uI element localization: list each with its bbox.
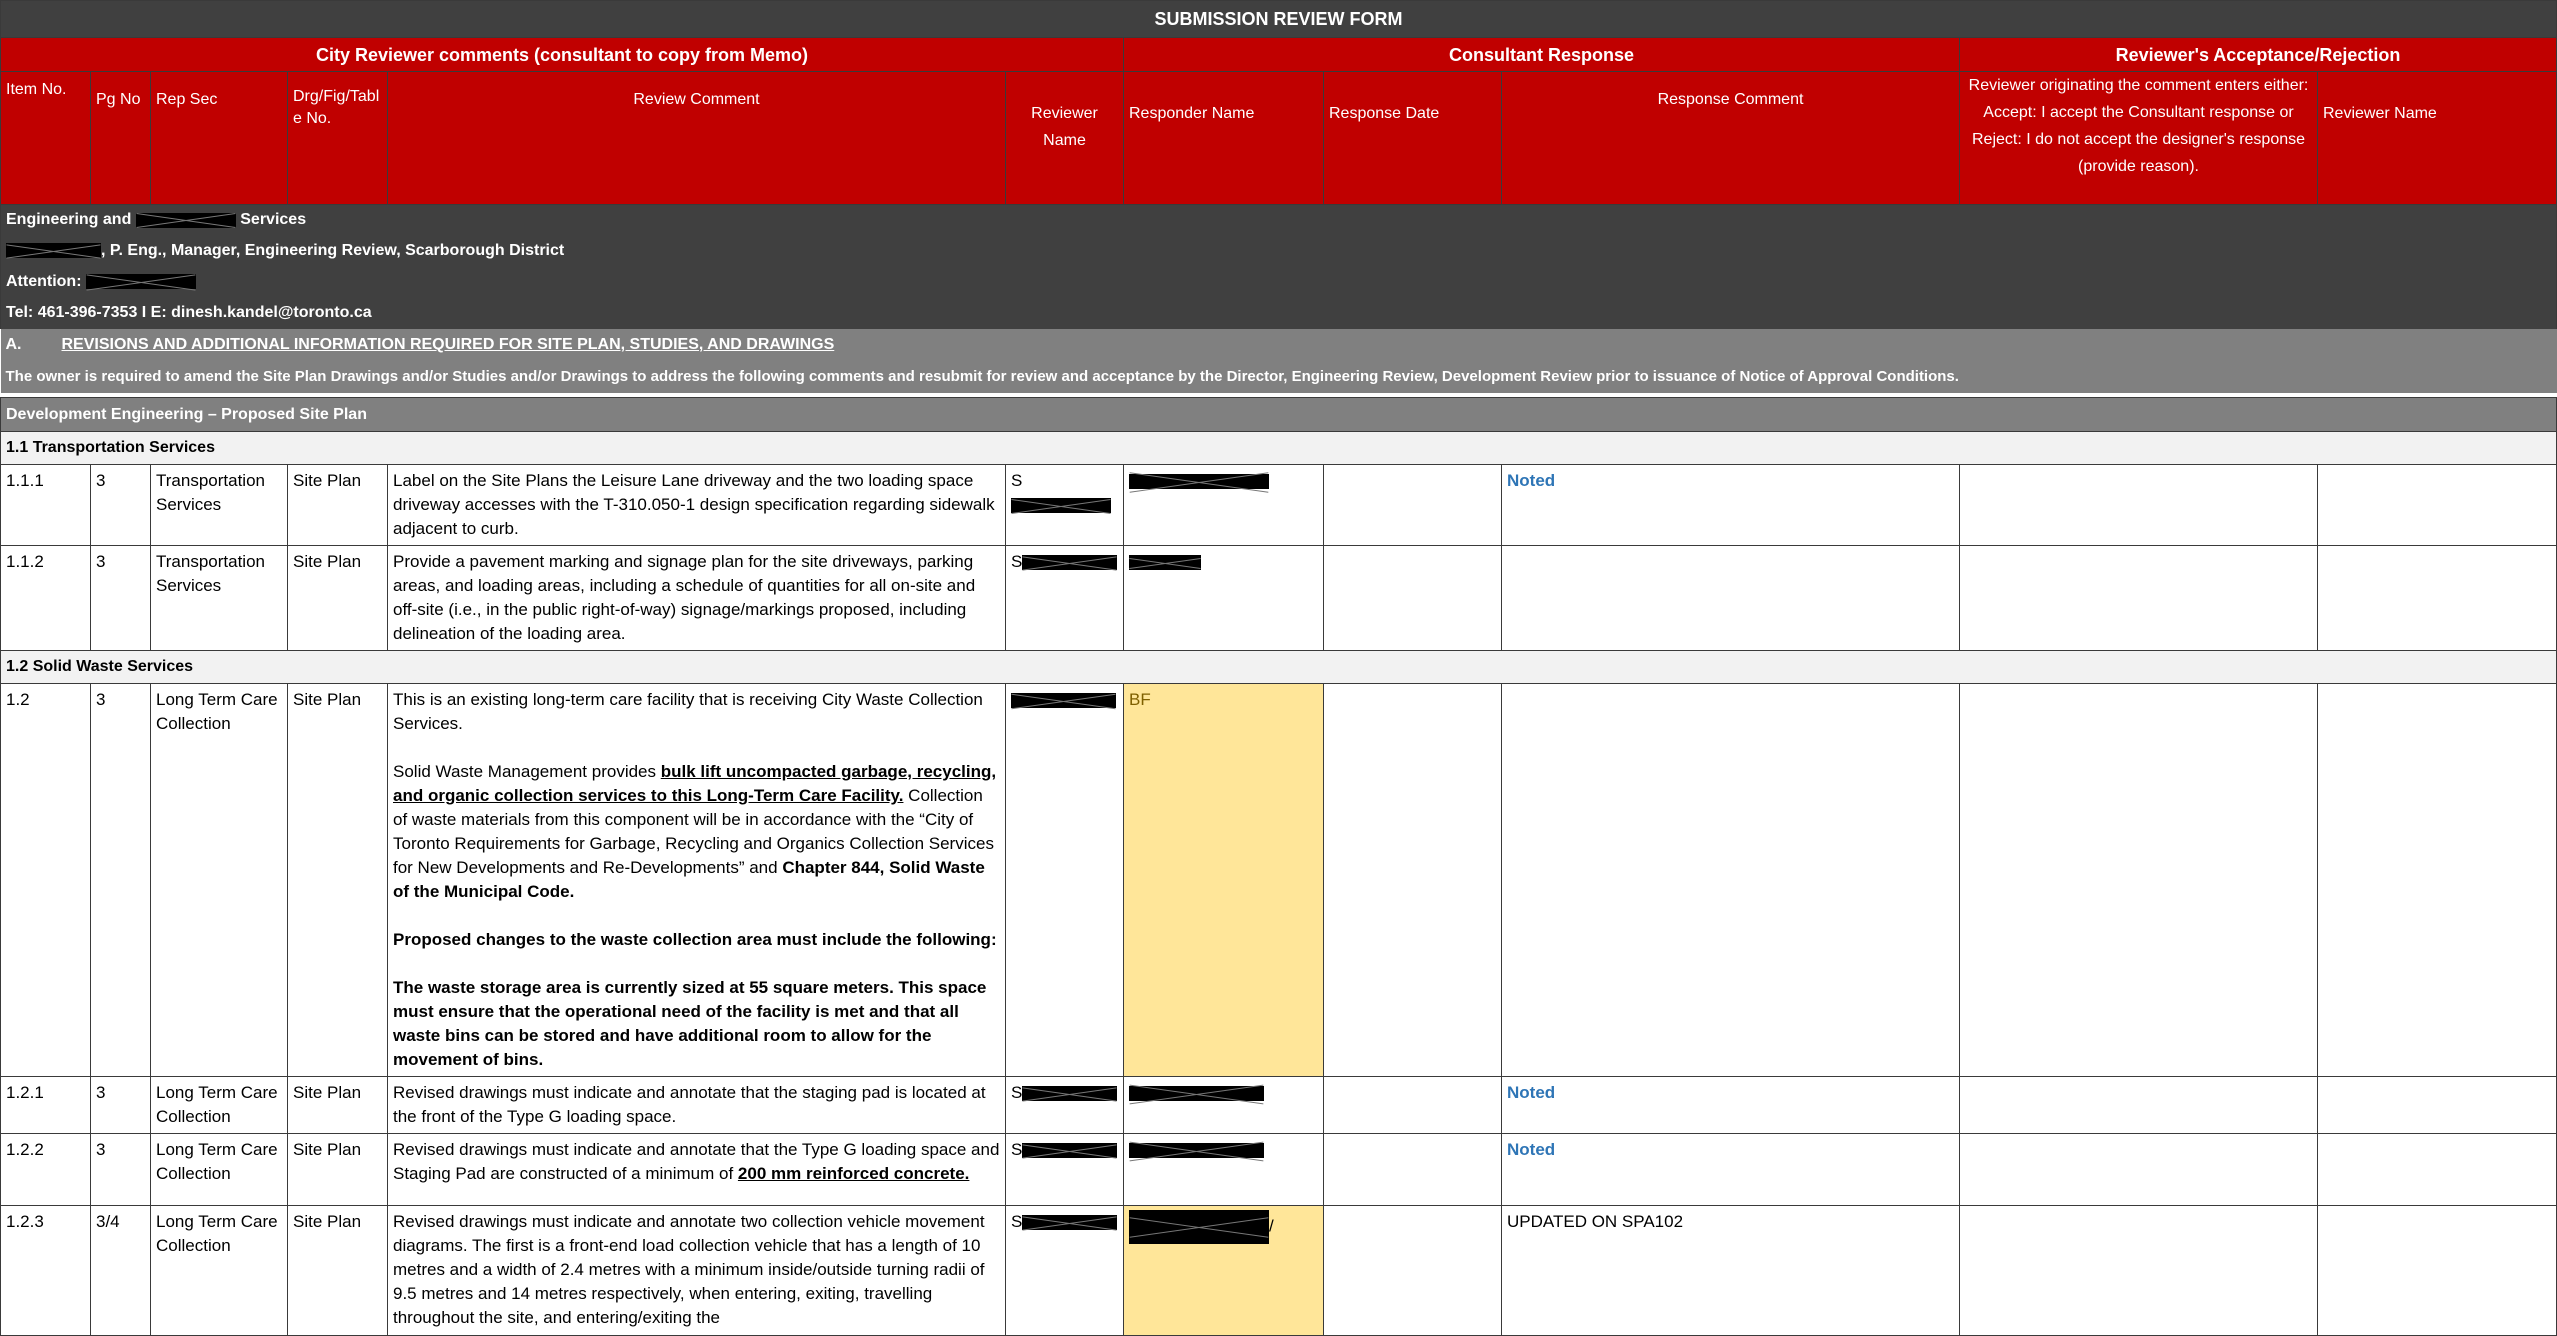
redacted-block xyxy=(1022,1143,1117,1158)
reviewer-name xyxy=(1006,465,1124,546)
drg-no: Site Plan xyxy=(288,465,388,546)
redacted-block xyxy=(136,213,236,228)
table-row xyxy=(1,684,2557,1077)
response-comment xyxy=(1502,684,1960,1077)
contact-line-2 xyxy=(1,236,2557,267)
review-comment xyxy=(388,1134,1006,1206)
col-responder-name: Responder Name xyxy=(1124,72,1324,205)
redacted-block xyxy=(1022,1215,1117,1230)
redacted-block xyxy=(1129,555,1201,570)
redacted-block xyxy=(86,274,196,289)
form-title: SUBMISSION REVIEW FORM xyxy=(1,1,2557,38)
responder-initials: BF xyxy=(1129,690,1151,709)
comment-text: Revised drawings must indicate and annotate that the Type G loading space and Staging Pad are constructed of a minimum of xyxy=(393,1140,1000,1183)
col-item-no: Item No. xyxy=(1,72,91,205)
drg-no: Site Plan xyxy=(288,1134,388,1206)
pg-no: 3 xyxy=(91,684,151,1077)
responder-name xyxy=(1124,1134,1324,1206)
section-a-note: The owner is required to amend the Site Plan Drawings and/or Studies and/or Drawings to address the following comments and resubmit for review and acceptance by the Director, Engineering Review, Development Review prior to issuance of Notice of Approval Conditions. xyxy=(1,361,2557,393)
responder-name xyxy=(1124,1077,1324,1134)
accept-reject xyxy=(1960,1134,2318,1206)
redacted-block xyxy=(1011,693,1116,708)
review-comment: Label on the Site Plans the Leisure Lane driveway and the two loading space driveway accesses with the T-310.050-1 design specification regarding sidewalk adjacent to curb. xyxy=(388,465,1006,546)
pg-no: 3 xyxy=(91,1134,151,1206)
table-row xyxy=(1,1134,2557,1206)
response-date xyxy=(1324,465,1502,546)
table-row xyxy=(1,465,2557,546)
accept-reject xyxy=(1960,465,2318,546)
item-no: 1.1.2 xyxy=(1,546,91,651)
noted-text: Noted xyxy=(1507,1140,1556,1159)
review-comment: Provide a pavement marking and signage plan for the site driveways, parking areas, and loading areas, including a schedule of quantities for all on-site and off-site (i.e., in the public right-of-way) signage/markings proposed, including delineation of the loading area. xyxy=(388,546,1006,651)
col-response-date: Response Date xyxy=(1324,72,1502,205)
reviewer-name-2 xyxy=(2318,1077,2557,1134)
accept-reject xyxy=(1960,1077,2318,1134)
section-a-label: A. xyxy=(5,335,22,353)
responder-name xyxy=(1124,684,1324,1077)
comment-paragraph xyxy=(393,760,1000,904)
col-drg: Drg/Fig/Table No. xyxy=(288,72,388,205)
col-response-comment: Response Comment xyxy=(1502,72,1960,205)
reviewer-initial: S xyxy=(1011,1212,1023,1231)
reviewer-initial: S xyxy=(1011,1140,1023,1159)
reviewer-initial: S xyxy=(1011,1083,1023,1102)
redacted-block xyxy=(1022,555,1117,570)
response-comment xyxy=(1502,1077,1960,1134)
rep-sec: Long Term Care Collection xyxy=(151,1134,288,1206)
contact-title: , P. Eng., Manager, Engineering Review, Scarborough District xyxy=(101,242,565,259)
redacted-block xyxy=(6,243,101,258)
responder-name xyxy=(1124,1206,1324,1336)
redacted-block xyxy=(1129,1210,1269,1244)
redacted-block xyxy=(1022,1086,1117,1101)
comment-text: Solid Waste Management provides xyxy=(393,762,661,781)
reviewer-name xyxy=(1006,1206,1124,1336)
item-no: 1.2.3 xyxy=(1,1206,91,1336)
subsection-1-1: 1.1 Transportation Services xyxy=(1,432,2557,465)
redacted-block xyxy=(1129,474,1269,489)
comment-text: Collection of waste materials from this component will be in accordance with the “City of Toronto Requirements for Garbage, Recycling and Organics Collection Services for New Developments and Re-Developments” and xyxy=(393,786,994,877)
item-no: 1.2.1 xyxy=(1,1077,91,1134)
response-comment xyxy=(1502,1134,1960,1206)
col-accept-reject: Reviewer originating the comment enters either: Accept: I accept the Consultant response or Reject: I do not accept the designer's response (provide reason). xyxy=(1960,72,2318,205)
response-date xyxy=(1324,684,1502,1077)
section-city-reviewer: City Reviewer comments (consultant to copy from Memo) xyxy=(1,38,1124,72)
reviewer-name xyxy=(1006,684,1124,1077)
reviewer-name-2 xyxy=(2318,465,2557,546)
rep-sec: Long Term Care Collection xyxy=(151,1206,288,1336)
table-row xyxy=(1,1077,2557,1134)
accept-reject xyxy=(1960,1206,2318,1336)
contact-line-3 xyxy=(1,267,2557,298)
item-no: 1.2.2 xyxy=(1,1134,91,1206)
redacted-block xyxy=(1129,1086,1264,1101)
response-date xyxy=(1324,1206,1502,1336)
rep-sec: Transportation Services xyxy=(151,465,288,546)
contact-line-4: Tel: 461-396-7353 I E: dinesh.kandel@toronto.ca xyxy=(1,298,2557,329)
pg-no: 3 xyxy=(91,1077,151,1134)
item-no: 1.2 xyxy=(1,684,91,1077)
pg-no: 3 xyxy=(91,546,151,651)
section-reviewer-acceptance: Reviewer's Acceptance/Rejection xyxy=(1960,38,2557,72)
drg-no: Site Plan xyxy=(288,1206,388,1336)
subsection-1-2: 1.2 Solid Waste Services xyxy=(1,651,2557,684)
response-comment xyxy=(1502,546,1960,651)
accept-reject xyxy=(1960,546,2318,651)
contact-services: Services xyxy=(240,211,307,229)
comment-emphasis: 200 mm reinforced concrete. xyxy=(737,1164,970,1183)
noted-text: Noted xyxy=(1507,1083,1556,1102)
response-date xyxy=(1324,1077,1502,1134)
review-comment: Revised drawings must indicate and annotate that the staging pad is located at the front of the Type G loading space. xyxy=(388,1077,1006,1134)
reviewer-name xyxy=(1006,546,1124,651)
section-a-heading xyxy=(1,329,2557,361)
noted-text: Noted xyxy=(1507,471,1556,490)
table-row xyxy=(1,546,2557,651)
col-reviewer-name: Reviewer Name xyxy=(1006,72,1124,205)
reviewer-name-2 xyxy=(2318,1206,2557,1336)
review-comment: Revised drawings must indicate and annotate two collection vehicle movement diagrams. The first is a front-end load collection vehicle that has a length of 10 metres and a width of 2.4 metres with a minimum inside/outside turning radii of 9.5 metres and 14 metres respectively, when entering, exiting, travelling throughout the site, and entering/exiting the xyxy=(388,1206,1006,1336)
reviewer-name-2 xyxy=(2318,1134,2557,1206)
pg-no: 3 xyxy=(91,465,151,546)
slash-text: / xyxy=(1269,1216,1274,1236)
contact-line-1 xyxy=(1,205,2557,236)
reviewer-name xyxy=(1006,1077,1124,1134)
reviewer-name-2 xyxy=(2318,684,2557,1077)
reviewer-name-2 xyxy=(2318,546,2557,651)
contact-attention: Attention: xyxy=(6,273,82,290)
dev-eng-heading: Development Engineering – Proposed Site Plan xyxy=(1,398,2557,432)
response-comment: UPDATED ON SPA102 xyxy=(1502,1206,1960,1336)
comment-paragraph: The waste storage area is currently sized at 55 square meters. This space must ensure that the operational need of the facility is met and that all waste bins can be stored and have additional room to allow for the movement of bins. xyxy=(393,978,987,1069)
redacted-block xyxy=(1129,1143,1264,1158)
review-comment xyxy=(388,684,1006,1077)
response-comment xyxy=(1502,465,1960,546)
drg-no: Site Plan xyxy=(288,546,388,651)
comment-paragraph: Proposed changes to the waste collection area must include the following: xyxy=(393,930,997,949)
reviewer-name xyxy=(1006,1134,1124,1206)
response-date xyxy=(1324,1134,1502,1206)
response-date xyxy=(1324,546,1502,651)
section-a-title: REVISIONS AND ADDITIONAL INFORMATION REQUIRED FOR SITE PLAN, STUDIES, AND DRAWINGS xyxy=(61,335,835,353)
col-reviewer-name-2: Reviewer Name xyxy=(2318,72,2557,205)
rep-sec: Long Term Care Collection xyxy=(151,1077,288,1134)
rep-sec: Long Term Care Collection xyxy=(151,684,288,1077)
responder-name xyxy=(1124,546,1324,651)
col-review-comment: Review Comment xyxy=(388,72,1006,205)
section-consultant-response: Consultant Response xyxy=(1124,38,1960,72)
comment-emphasis: bulk lift uncompacted garbage, recycling, and organic collection services to this Long-Term Care Facility. xyxy=(393,762,997,805)
accept-reject xyxy=(1960,684,2318,1077)
comment-paragraph: This is an existing long-term care facility that is receiving City Waste Collection Services. xyxy=(393,690,983,733)
rep-sec: Transportation Services xyxy=(151,546,288,651)
col-pg-no: Pg No xyxy=(91,72,151,205)
redacted-block xyxy=(1011,498,1111,513)
comment-bold: Chapter 844, Solid Waste of the Municipal Code. xyxy=(393,858,985,901)
pg-no: 3/4 xyxy=(91,1206,151,1336)
col-rep-sec: Rep Sec xyxy=(151,72,288,205)
item-no: 1.1.1 xyxy=(1,465,91,546)
reviewer-initial: S xyxy=(1011,552,1023,571)
reviewer-initial: S xyxy=(1011,471,1023,490)
contact-dept: Engineering and xyxy=(6,211,132,229)
responder-name xyxy=(1124,465,1324,546)
table-row xyxy=(1,1206,2557,1336)
drg-no: Site Plan xyxy=(288,1077,388,1134)
drg-no: Site Plan xyxy=(288,684,388,1077)
